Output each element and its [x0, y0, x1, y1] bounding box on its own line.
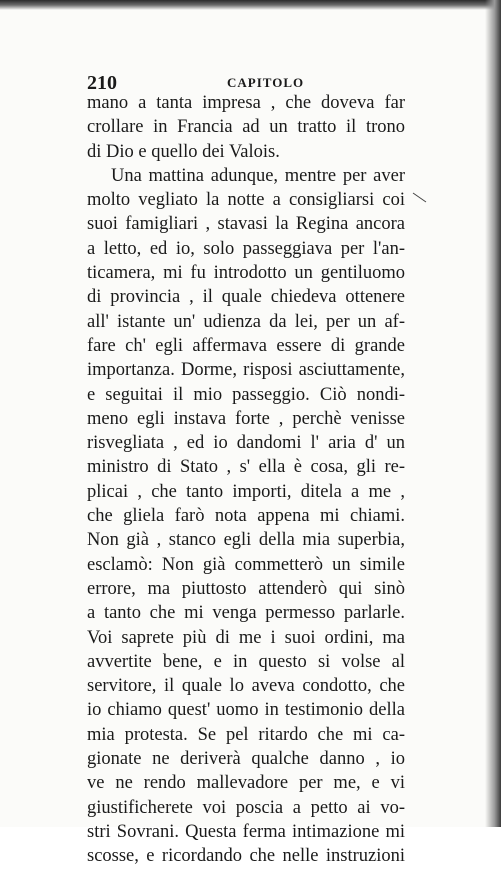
- text-line: molto vegliato la notte a consigliarsi coi: [87, 190, 405, 211]
- text-line: avvertite bene, e in questo si volse al: [87, 651, 405, 672]
- text-line: Non già , stanco egli della mia superbia,: [87, 530, 405, 551]
- text-line: Voi saprete più di me i suoi ordini, ma: [87, 627, 405, 648]
- text-line: importanza. Dorme, risposi asciuttamente,: [87, 360, 405, 381]
- text-line: scosse, e ricordando che nelle instruzioni: [87, 846, 405, 867]
- text-line: risvegliata , ed io dandomi l' aria d' un: [87, 433, 405, 454]
- text-line: esclamò: Non già commetterò un simile: [87, 554, 405, 575]
- text-line: Una mattina adunque, mentre per aver: [111, 165, 405, 186]
- page-number: 210: [87, 72, 117, 94]
- text-line: di Dio e quello dei Valois.: [87, 141, 280, 162]
- text-line: ticamera, mi fu introdotto un gentiluomo: [87, 263, 405, 284]
- text-line: plicai , che tanto importi, ditela a me ,: [87, 481, 405, 502]
- text-line: mano a tanta impresa , che doveva far: [87, 93, 405, 113]
- text-line: ve ne rendo mallevadore per me, e vi: [87, 773, 405, 794]
- text-line: mia protesta. Se pel ritardo che mi ca-: [87, 724, 405, 745]
- text-line: di provincia , il quale chiedeva ottenere: [87, 287, 405, 308]
- text-line: meno egli instava forte , perchè venisse: [87, 408, 405, 429]
- text-line: che gliela farò nota appena mi chiami.: [87, 506, 405, 527]
- text-line: crollare in Francia ad un tratto il trono: [87, 117, 405, 138]
- text-line: giustificherete voi poscia a petto ai vo-: [87, 797, 405, 818]
- text-line: io chiamo quest' uomo in testimonio della: [87, 700, 405, 721]
- text-line: errore, ma piuttosto attenderò qui sinò: [87, 578, 405, 599]
- text-line: servitore, il quale lo aveva condotto, che: [87, 676, 405, 697]
- text-line: e seguitai il mio passeggio. Ciò nondi-: [87, 384, 405, 405]
- text-line: ministro di Stato , s' ella è cosa, gli re-: [87, 457, 405, 478]
- text-line: all' istante un' udienza da lei, per un af-: [87, 311, 405, 332]
- chapter-label: CAPITOLO: [227, 75, 305, 90]
- text-line: stri Sovrani. Questa ferma intimazione mi: [87, 821, 405, 842]
- margin-pencil-mark: [412, 192, 428, 204]
- page-top-shadow: [0, 0, 501, 10]
- text-line: fare ch' egli affermava essere di grande: [87, 335, 405, 356]
- body-text: [87, 91, 405, 869]
- text-line: a letto, ed io, solo passeggiava per l'an-: [87, 238, 405, 259]
- text-line: a tanto che mi venga permesso parlarle.: [87, 603, 405, 624]
- page-gutter-shadow: [485, 0, 501, 827]
- text-line: suoi famigliari , stavasi la Regina ancora: [87, 214, 405, 235]
- text-line: gionate ne deriverà qualche danno , io: [87, 749, 405, 770]
